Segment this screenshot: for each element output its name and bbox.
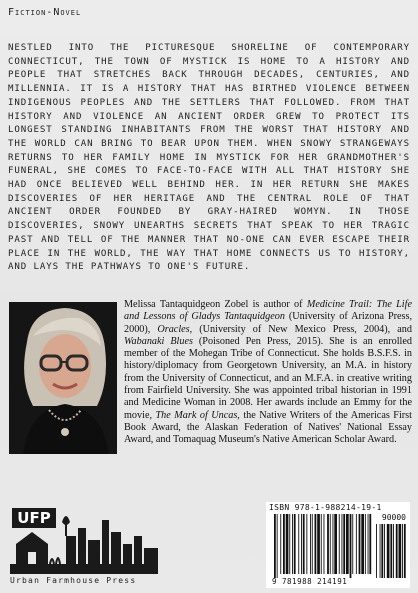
synopsis-text: NESTLED INTO THE PICTURESQUE SHORELINE OF CONTEMPORARY CONNECTICUT, THE TOWN OF MYSTICK IS HOME TO A HISTORY AND PEOPLE THAT STRETCHES BACK THROUGH DECADES, CENTURIES, AND MILLENNIA. IT IS A HISTORY THAT HAS BIRTHED VIOLENCE BETWEEN INDIGENOUS PEOPLES AND THE SETTLERS THAT FOLLOWED. FROM THAT HISTORY AND VIOLENCE AN ANCIENT ORDER GREW TO PROTECT ITS LONGEST STANDING INHABITANTS FROM THE WORST THAT HISTORY AND THE WORLD CAN BRING TO BEAR UPON THEM. WHEN SNOWY STRANGEWAYS RETURNS TO HER FAMILY HOME IN MYSTICK FOR HER GRANDMOTHER'S FUNERAL, SHE COMES TO FACE-TO-FACE WITH ALL THAT HISTORY SHE HAD ONCE BELIEVED WELL BEHIND HER. IN HER RETURN SHE MAKES DISCOVERIES OF HER HERITAGE AND THE CENTRAL ROLE OF THAT ANCIENT ORDER FOUNDED BY GRAY-HAIRED WOMYN. IN THOSE DISCOVERIES, SNOWY UNEARTHS SECRETS THAT SPEAK TO HER TRAGIC PAST AND TELL OF THE MANNER THAT NO-ONE CAN EVER ESCAPE THEIR PLACE IN THE WORLD, THE WAY THAT HOME CONNECTS US TO HISTORY, AND LAYS THE PATHWAYS TO ONE'S FUTURE. xyxy=(8,43,410,273)
barcode-bar xyxy=(404,524,406,578)
barcode-bar xyxy=(380,524,381,578)
author-bio xyxy=(124,299,412,447)
barcode-bar xyxy=(343,514,345,574)
barcode-bar xyxy=(283,514,285,574)
barcode-bar xyxy=(277,514,278,578)
author-portrait-image xyxy=(9,302,117,454)
barcode-bar xyxy=(286,514,289,574)
isbn-text: ISBN 978-1-988214-19-1 xyxy=(269,503,382,512)
barcode-bar xyxy=(289,514,290,574)
author-photo xyxy=(9,302,117,454)
barcode-bar xyxy=(387,524,390,578)
bio-text: (University of Arizona Press, 2000), xyxy=(124,311,412,335)
barcode-bar xyxy=(274,514,276,578)
bio-text: (Poisoned Pen Press, 2015). She is an enrolled member of the Mohegan Tribe of Connecticut. She holds B.S.F.S. in history/diplomacy from Georgetown University, an M.A. in history from the University of Connecticut, and an M.F.A. in creative writing from Fairfield University. She was appointed tribal historian in 1991 and Medicine Woman in 2008. Her awards include an Emmy for the movie, xyxy=(124,335,412,421)
barcode-bar xyxy=(330,514,331,574)
barcode-bar xyxy=(390,524,392,578)
barcode-bar xyxy=(350,514,352,578)
bio-text: the Native Writers of the Americas First Book Award, the Alaskan Federation of Natives' National Essay Award, and Tomaquag Museum's Native American Scholar Award. xyxy=(124,409,412,446)
bio-book-title: Wabanaki Blues xyxy=(124,335,193,347)
barcode-bar xyxy=(381,524,383,578)
publisher-name: Urban Farmhouse Press xyxy=(10,576,137,585)
barcode-bar xyxy=(393,524,394,578)
barcode-bar xyxy=(384,524,385,578)
barcode-bar xyxy=(327,514,329,574)
barcode-bar xyxy=(298,514,299,574)
barcode-bar xyxy=(321,514,322,574)
bio-movie-title: The Mark of Uncas, xyxy=(155,409,240,421)
barcode-bar xyxy=(359,514,361,574)
barcode-bar xyxy=(294,514,296,574)
barcode-bar xyxy=(376,524,377,578)
publisher-logo-icon xyxy=(10,506,158,574)
barcode-bar xyxy=(369,514,371,574)
barcode-bar xyxy=(339,514,340,574)
barcode-bar xyxy=(342,514,343,574)
barcode-bar xyxy=(333,514,334,574)
barcode-block xyxy=(266,502,410,588)
barcode-bar xyxy=(356,514,357,574)
barcode-bar xyxy=(310,514,311,574)
barcode-icon xyxy=(266,502,410,588)
bio-book-title: Oracles, xyxy=(157,323,193,335)
barcode-bar xyxy=(312,514,313,574)
bio-book-title: Medicine Trail: The Life and Lessons of Gladys Tantaquidgeon xyxy=(124,299,412,323)
barcode-bar xyxy=(303,514,305,574)
barcode-bar xyxy=(365,514,366,574)
barcode-bar xyxy=(306,514,307,574)
barcode-bar xyxy=(399,524,402,578)
barcode-bar xyxy=(396,524,398,578)
bio-text: Melissa Tantaquidgeon Zobel is author of xyxy=(124,299,307,310)
barcode-bar xyxy=(317,514,320,574)
price-code: 90000 xyxy=(381,513,406,522)
barcode-bar xyxy=(368,514,369,574)
genre-label: Fiction-Novel xyxy=(8,7,82,18)
bio-text: (University of New Mexico Press, 2004), and xyxy=(192,323,412,335)
barcode-bar xyxy=(280,514,281,574)
barcode-bar xyxy=(361,514,364,574)
barcode-bar xyxy=(292,514,293,574)
publisher-block xyxy=(10,506,158,586)
barcode-bar xyxy=(352,514,353,574)
barcode-bar xyxy=(334,514,337,574)
barcode-bar xyxy=(301,514,302,574)
barcode-bar xyxy=(402,524,403,578)
barcode-number: 9 781988 214191 xyxy=(272,577,348,586)
barcode-bar xyxy=(315,514,317,574)
barcode-bar xyxy=(346,514,349,574)
publisher-logo-text: UFP xyxy=(17,509,51,527)
barcode-bar xyxy=(324,514,325,574)
